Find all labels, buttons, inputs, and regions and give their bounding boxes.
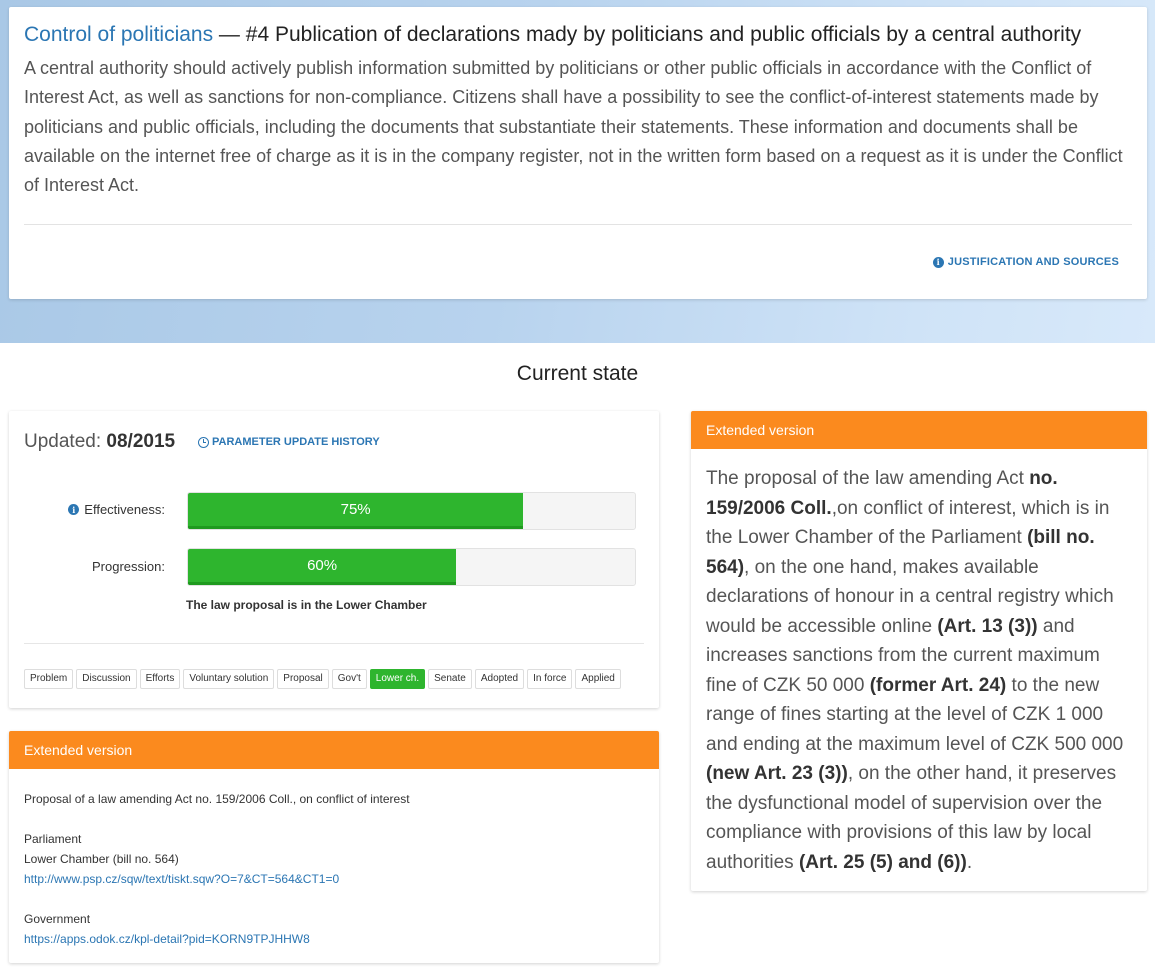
- parliament-label: Parliament: [24, 832, 82, 846]
- effectiveness-bar: [187, 492, 636, 530]
- extended-version-card-right: [691, 411, 1147, 891]
- category-link[interactable]: Control of politicians: [24, 23, 214, 46]
- effectiveness-label: [15, 502, 165, 517]
- stage-pill: Senate: [428, 669, 472, 689]
- stage-pill: Proposal: [277, 669, 328, 689]
- section-title: Current state: [516, 362, 639, 385]
- effectiveness-bar-fill: 75%: [188, 493, 523, 529]
- hero-card: [9, 7, 1147, 299]
- page-title: [24, 21, 1132, 49]
- bold-segment: (Art. 13 (3)): [937, 615, 1038, 637]
- info-icon: i: [933, 257, 944, 268]
- progression-label-text: Progression:: [92, 559, 165, 574]
- text-segment: , on the one hand, makes available declarations of honour in a central registry which would be accessible online: [706, 556, 1114, 637]
- stage-pill: Discussion: [76, 669, 136, 689]
- updated-label: Updated:: [24, 431, 102, 452]
- bold-segment: (former Art. 24): [869, 674, 1007, 696]
- stage-pill: Applied: [575, 669, 620, 689]
- clock-icon: [198, 437, 209, 448]
- title-separator: —: [213, 23, 246, 46]
- progression-bar-fill: 60%: [188, 549, 456, 585]
- justification-label: JUSTIFICATION AND SOURCES: [947, 256, 1119, 268]
- text-segment: The proposal of the law amending Act: [706, 468, 1030, 489]
- stage-pill: Efforts: [140, 669, 181, 689]
- current-state-card: [9, 411, 659, 708]
- title-text: #4 Publication of declarations mady by politicians and public officials by a central authority: [245, 23, 1082, 46]
- divider: [24, 224, 1132, 225]
- stage-pill: Adopted: [475, 669, 524, 689]
- justification-link[interactable]: [933, 256, 1119, 268]
- stage-pill: Lower ch.: [370, 669, 425, 689]
- divider: [24, 643, 644, 644]
- extended-version-header: Extended version: [691, 411, 1147, 449]
- stage-pill: Voluntary solution: [183, 669, 274, 689]
- bold-segment: (bill no. 564): [706, 527, 1095, 578]
- stage-pill: Gov't: [332, 669, 367, 689]
- parliament-detail: Lower Chamber (bill no. 564): [24, 852, 179, 866]
- extended-version-card-left: [9, 731, 659, 963]
- history-link-label: PARAMETER UPDATE HISTORY: [212, 436, 380, 448]
- progression-bar: [187, 548, 636, 586]
- updated-value: 08/2015: [106, 431, 176, 452]
- progression-label: [15, 559, 165, 574]
- parameter-history-link[interactable]: [198, 436, 380, 448]
- text-segment: ,on conflict of interest, which is in the Lower Chamber of the Parliament: [706, 497, 1110, 548]
- proposal-title: Proposal of a law amending Act no. 159/2006 Coll., on conflict of interest: [24, 792, 410, 806]
- parliament-link[interactable]: http://www.psp.cz/sqw/text/tiskt.sqw?O=7&CT=564&CT1=0: [24, 872, 340, 886]
- extended-version-header: Extended version: [9, 731, 659, 769]
- info-icon[interactable]: i: [68, 504, 79, 515]
- government-link[interactable]: https://apps.odok.cz/kpl-detail?pid=KORN9TPJHHW8: [24, 932, 310, 946]
- effectiveness-label-text: Effectiveness:: [84, 502, 165, 517]
- stage-list: [24, 669, 621, 689]
- hero-description: A central authority should actively publish information submitted by politicians or other public officials in accordance with the Conflict of Interest Act, as well as sanctions for non-compliance. Citizens shall have a possibility to see the conflict-of-interest statements made by politicians and public officials, including the documents that substantiate their statements. These information and documents shall be available on the internet free of charge as it is in the company register, not in the written form based on a request as it is under the Conflict of Interest Act.: [24, 58, 1123, 196]
- text-segment: and increases sanctions from the current maximum fine of CZK 50 000: [706, 615, 1100, 696]
- extended-version-text: [691, 449, 1147, 877]
- updated-date: [24, 431, 175, 453]
- government-label: Government: [24, 912, 91, 926]
- text-segment: to the new range of fines starting at the level of CZK 1 000 and ending at the maximum level of CZK 500 000: [706, 674, 1124, 755]
- bold-segment: (Art. 25 (5) and (6)): [798, 851, 967, 873]
- progression-note: The law proposal is in the Lower Chamber: [186, 598, 427, 612]
- bold-segment: no. 159/2006 Coll.: [706, 468, 1058, 519]
- stage-pill: Problem: [24, 669, 73, 689]
- bold-segment: (new Art. 23 (3)): [706, 763, 848, 784]
- text-segment: , on the other hand, it preserves the dysfunctional model of supervision over the compliance with provisions of this law by local authorities: [706, 763, 1117, 873]
- text-segment: .: [966, 851, 973, 873]
- stage-pill: In force: [527, 669, 572, 689]
